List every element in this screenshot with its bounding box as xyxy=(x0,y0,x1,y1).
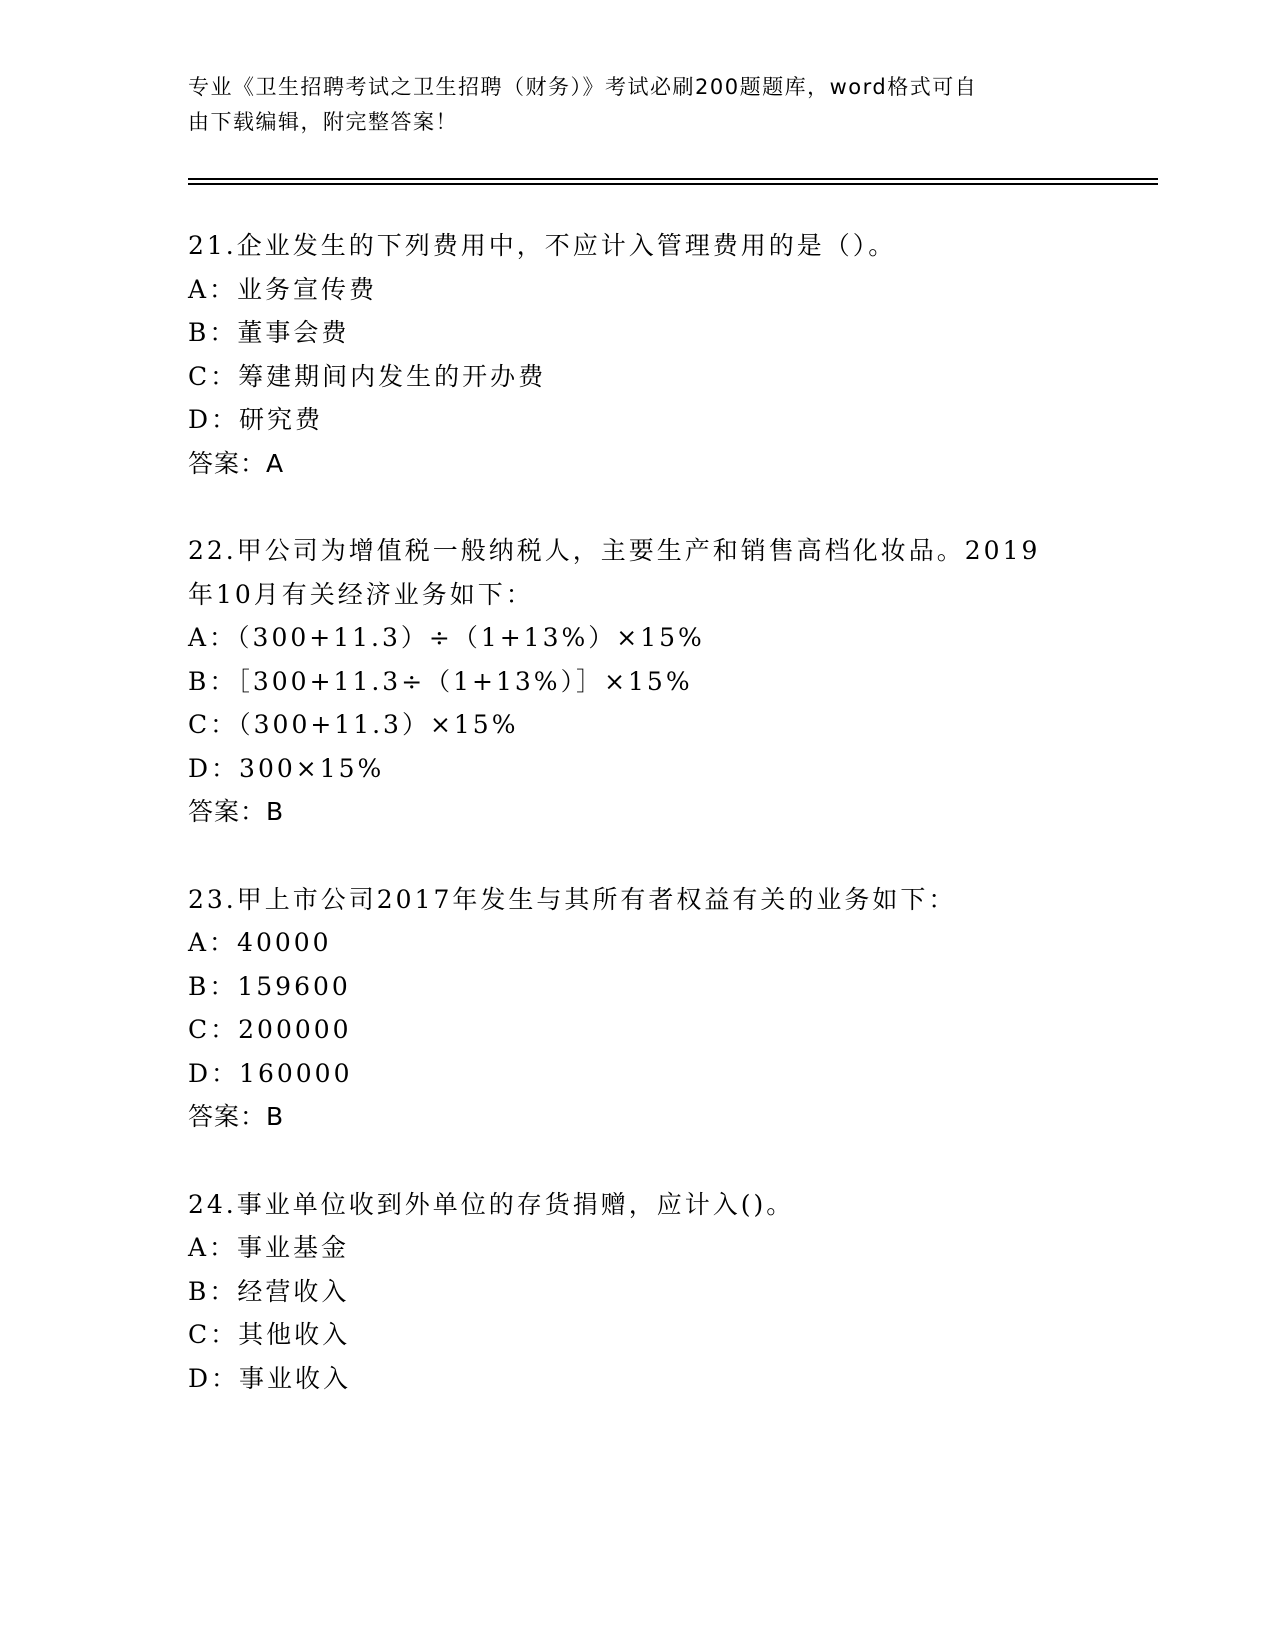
question-22-option-a: A：（300+11.3）÷（1+13%）×15% xyxy=(188,623,705,652)
question-21-answer: 答案：A xyxy=(188,449,285,478)
question-24-stem: 24.事业单位收到外单位的存货捐赠，应计入()。 xyxy=(188,1190,795,1219)
question-21-option-d: D：研究费 xyxy=(188,405,324,434)
header-line-1: 专业《卫生招聘考试之卫生招聘（财务）》考试必刷200题题库，word格式可自 xyxy=(188,75,978,99)
question-21-stem: 21.企业发生的下列费用中，不应计入管理费用的是（）。 xyxy=(188,231,897,260)
question-23-option-a: A：40000 xyxy=(188,928,332,957)
question-24-option-c: C：其他收入 xyxy=(188,1320,351,1349)
question-21-option-c: C：筹建期间内发生的开办费 xyxy=(188,362,547,391)
question-23-answer: 答案：B xyxy=(188,1102,285,1131)
question-22-option-d: D：300×15% xyxy=(188,754,385,783)
question-23-stem: 23.甲上市公司2017年发生与其所有者权益有关的业务如下： xyxy=(188,885,957,914)
document-header xyxy=(188,70,1068,140)
question-24-option-a: A：事业基金 xyxy=(188,1233,350,1262)
header-line-2: 由下载编辑，附完整答案！ xyxy=(188,110,458,134)
header-divider-top xyxy=(188,178,1158,180)
header-divider-bottom xyxy=(188,183,1158,185)
question-22-option-c: C：（300+11.3）×15% xyxy=(188,710,519,739)
question-24-option-b: B：经营收入 xyxy=(188,1277,350,1306)
question-23-option-d: D：160000 xyxy=(188,1059,353,1088)
question-22-stem-line-1: 22.甲公司为增值税一般纳税人，主要生产和销售高档化妆品。2019 xyxy=(188,536,1041,565)
question-23-option-b: B：159600 xyxy=(188,972,351,1001)
question-21-option-a: A：业务宣传费 xyxy=(188,275,378,304)
question-21-option-b: B：董事会费 xyxy=(188,318,350,347)
question-22-answer: 答案：B xyxy=(188,797,285,826)
question-24-option-d: D：事业收入 xyxy=(188,1364,352,1393)
question-22-stem-line-2: 年10月有关经济业务如下： xyxy=(188,580,534,609)
question-23-option-c: C：200000 xyxy=(188,1015,352,1044)
question-22-option-b: B：［300+11.3÷（1+13%）］×15% xyxy=(188,667,693,696)
